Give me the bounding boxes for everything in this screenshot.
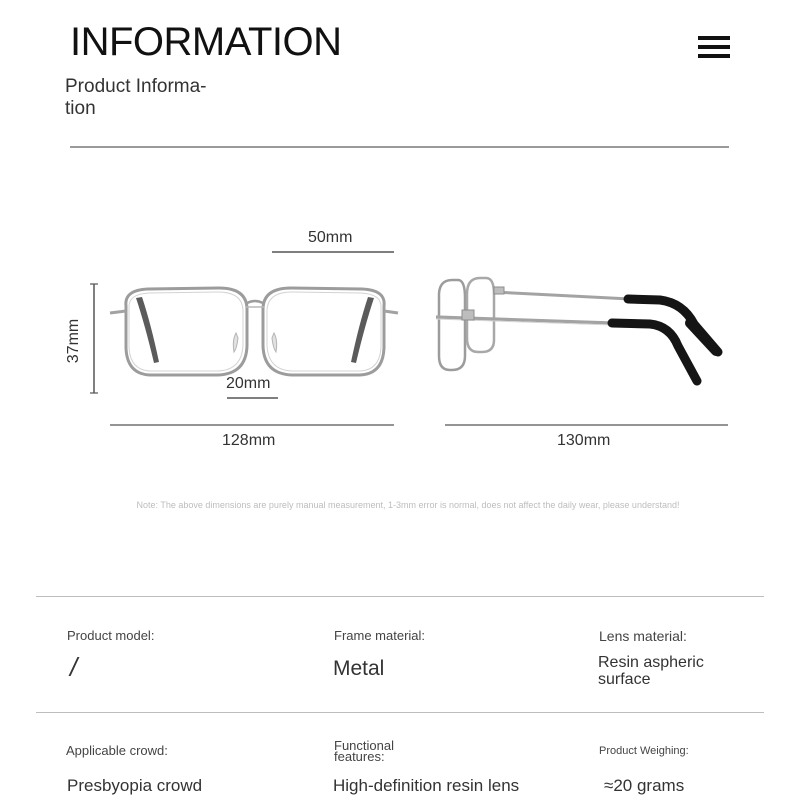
specs-top-divider (36, 596, 764, 597)
front-view-glasses (110, 288, 398, 375)
lens-height-label: 37mm (65, 318, 83, 364)
frame-material-label: Frame material: (334, 628, 426, 643)
page-subtitle: Product Informa- tion (65, 76, 207, 119)
applicable-crowd-label: Applicable crowd: (66, 743, 168, 758)
product-model-value: / (70, 652, 78, 682)
frame-width-label: 128mm (222, 432, 276, 449)
side-view-glasses (436, 278, 718, 381)
product-weighing-label: Product Weighing: (599, 745, 689, 757)
functional-features-label: Functional features: (334, 738, 394, 764)
lens-material-value: Resin aspheric surface (598, 654, 704, 688)
specs-middle-divider (36, 712, 764, 713)
page-title: INFORMATION (70, 20, 342, 64)
product-weighing-value: ≈20 grams (604, 776, 685, 795)
temple-length-label: 130mm (557, 432, 611, 449)
bridge-width-label: 20mm (226, 375, 271, 392)
product-model-label: Product model: (67, 628, 155, 643)
applicable-crowd-value: Presbyopia crowd (67, 776, 203, 795)
lens-width-label: 50mm (308, 229, 353, 246)
glasses-diagram (0, 220, 800, 460)
header-divider (70, 146, 729, 148)
functional-features-value: High-definition resin lens (333, 776, 520, 795)
lens-material-label: Lens material: (599, 628, 687, 644)
hamburger-menu-icon[interactable] (698, 36, 730, 58)
measurement-note: Note: The above dimensions are purely manual measurement, 1-3mm error is normal, does not affect the daily wear, please understand! (136, 500, 680, 510)
frame-material-value: Metal (333, 657, 385, 680)
